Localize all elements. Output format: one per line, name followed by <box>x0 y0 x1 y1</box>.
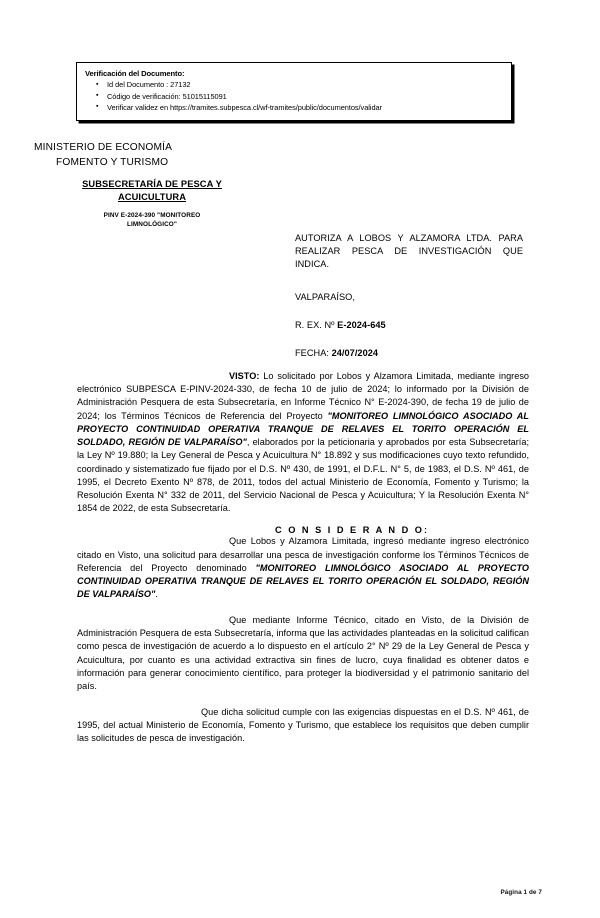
resolution-body <box>77 370 529 745</box>
paragraph-considerando-1 <box>77 535 529 601</box>
paragraph-considerando-2 <box>77 614 529 693</box>
visto-project-title: "MONITOREO LIMNOLÓGICO ASOCIADO AL PROYECTO CONTINUIDAD OPERATIVA TRANQUE DE RELAVES EL TORITO OPERACIÓN EL SOLDADO, REGIÓN DE VALPARAÍSO" <box>77 410 529 448</box>
considerando-1-text-part-1: Que Lobos y Alzamora Limitada, ingresó mediante ingreso electrónico citado en Visto, una solicitud para desarrollar una pesca de investigación conforme los Términos Técnicos de Referencia del Proyecto denominado <box>77 536 529 573</box>
ministry-line-2: FOMENTO Y TURISMO <box>56 157 169 169</box>
verification-item-text: Código de verificación: 51015115091 <box>107 91 227 101</box>
paragraph-visto <box>77 370 529 515</box>
paragraph-considerando-3 <box>77 706 529 746</box>
document-masthead <box>34 140 270 230</box>
project-code-line-1: PINV E-2024-390 "MONITOREO <box>103 211 201 219</box>
project-code-label <box>34 211 270 230</box>
considerando-heading: C O N S I D E R A N D O: <box>275 525 430 536</box>
document-verification-box <box>76 62 512 121</box>
resolution-number-label: R. EX. Nº <box>295 320 338 331</box>
considerando-2-text: Que mediante Informe Técnico, citado en Visto, de la División de Administración Pesquera de esta Subsecretaría, informa que las actividades planteadas en la solicitud califican como pesca de investigación de acuerdo a lo dispuesto en el artículo 2° Nº 29 de la Ley General de Pesca y Acuicultura, por cuanto es una actividad extractiva sin fines de lucro, cuya finalidad es obtener datos e información para generar conocimiento científico, para proteger la biodiversidad y el patrimonio sanitario del país. <box>77 615 529 692</box>
subsecretaria-line-1: SUBSECRETARÍA DE PESCA Y <box>82 178 222 189</box>
considerando-1-text-part-2: . <box>155 589 158 600</box>
resolution-date-label: FECHA: <box>295 348 332 359</box>
resolution-city: VALPARAÍSO, <box>295 292 355 303</box>
considerando-1-project-title: "MONITOREO LIMNOLÓGICO ASOCIADO AL PROYECTO CONTINUIDAD OPERATIVA TRANQUE DE RELAVES EL TORITO OPERACIÓN EL SOLDADO, REGIÓN DE VALPARAÍSO" <box>77 562 529 600</box>
resolution-header-block <box>295 232 523 358</box>
bullet-icon: ▪ <box>96 103 99 111</box>
bullet-icon: ▪ <box>96 80 99 88</box>
page-footer: Página 1 de 7 <box>500 889 542 896</box>
verification-item-url <box>96 102 503 113</box>
resolution-date-line <box>295 348 523 358</box>
ministry-line-1: MINISTERIO DE ECONOMÍA <box>34 142 173 153</box>
resolution-date-value: 24/07/2024 <box>331 348 379 359</box>
resolution-number-value: E-2024-645 <box>337 320 386 331</box>
visto-text-part-2: , elaborados por la peticionaria y aprobados por esta Subsecretaría; la Ley Nº 19.880; la Ley General de Pesca y Acuicultura N° 18.892 y sus modificaciones cuyo texto refundido, coordinado y sistematizado fue fijado por el D.S. Nº 430, de 1991, el D.F.L. N° 5, de 1983, el D.S. Nº 461, de 1995, el Decreto Exento Nº 878, de 2011, todos del actual Ministerio de Economía, Fomento y Turismo; la Resolución Exenta N° 332 de 2011, del Servicio Nacional de Pesca y Acuicultura; Y la Resolución Exenta N° 1854 de 2022, de esta Subsecretaría. <box>77 437 529 514</box>
subsecretaria-line-2: ACUICULTURA <box>117 192 187 203</box>
verification-item-code <box>96 91 503 102</box>
verification-item-text: Verificar validez en https://tramites.subpesca.cl/wf-tramites/public/documentos/validar <box>107 102 382 112</box>
project-code-line-2: LIMNOLÓGICO" <box>126 221 178 229</box>
resolution-number-line <box>295 320 523 330</box>
verification-item-document-id <box>96 79 503 90</box>
verification-box-title: Verificación del Documento: <box>85 69 185 78</box>
considerando-3-text: Que dicha solicitud cumple con las exigencias dispuestas en el D.S. Nº 461, de 1995, del actual Ministerio de Economía, Fomento y Turismo, que establece los requisitos que deben cumplir las solicitudes de pesca de investigación. <box>77 706 529 744</box>
subsecretaria-name <box>34 178 270 205</box>
visto-text-part-1: Lo solicitado por Lobos y Alzamora Limitada, mediante ingreso electrónico SUBPESCA E-PINV-2024-330, de fecha 10 de julio de 2024; lo informado por la División de Administración Pesquera de esta Subsecretaría, en Informe Técnico N° E-2024-390, de fecha 19 de julio de 2024; los Términos Técnicos de Referencia del Proyecto <box>77 371 529 421</box>
visto-label: VISTO: <box>229 371 260 381</box>
bullet-icon: ▪ <box>96 92 99 100</box>
verification-item-text: Id del Documento : 27132 <box>107 80 191 90</box>
resolution-subject: AUTORIZA A LOBOS Y ALZAMORA LTDA. PARA REALIZAR PESCA DE INVESTIGACIÓN QUE INDICA. <box>295 233 523 270</box>
verification-items-list <box>85 79 503 113</box>
ministry-name <box>34 140 270 171</box>
